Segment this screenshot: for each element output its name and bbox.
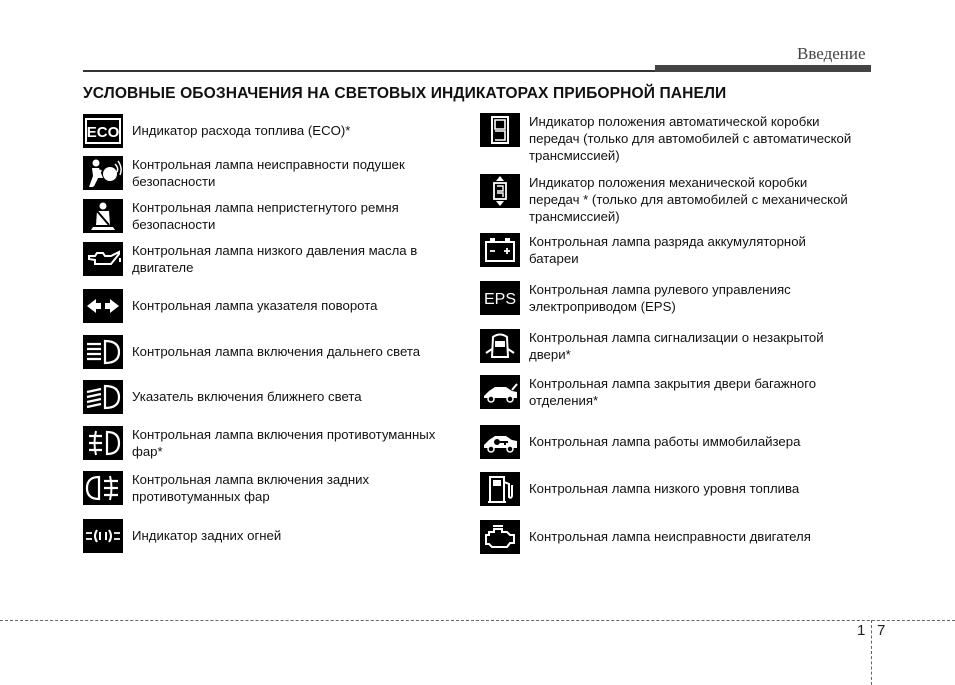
immobilizer-icon [480, 425, 520, 459]
indicator-item-high-beam [83, 335, 462, 369]
indicator-item-battery [480, 233, 874, 267]
section-title: Введение [797, 44, 866, 63]
svg-text:EPS: EPS [483, 291, 517, 308]
indicator-description: Контрольная лампа включения противотуманных фар* [132, 427, 436, 459]
page-heading: УСЛОВНЫЕ ОБОЗНАЧЕНИЯ НА СВЕТОВЫХ ИНДИКАТОРАХ ПРИБОРНОЙ ПАНЕЛИ [83, 85, 727, 102]
indicator-description: Контрольная лампа работы иммобилайзера [529, 434, 801, 449]
indicator-item-rear-fog [83, 471, 462, 505]
front-fog-icon [83, 426, 123, 460]
eps-icon [480, 281, 520, 315]
indicator-description: Контрольная лампа непристегнутого ремня безопасности [132, 200, 399, 232]
indicator-description: Контрольная лампа низкого давления масла в двигателе [132, 243, 418, 275]
indicator-item-tail-lamp [83, 519, 462, 553]
footer-dashed-rule [0, 620, 955, 621]
indicator-description: Контрольная лампа низкого уровня топлива [529, 481, 800, 496]
indicator-item-auto-gear [480, 113, 874, 164]
indicator-description: Индикатор задних огней [132, 528, 282, 543]
eco-icon [83, 114, 123, 148]
page-number-section: 1 [857, 622, 866, 639]
seatbelt-icon [83, 199, 123, 233]
indicator-description: Контрольная лампа включения дальнего света [132, 344, 421, 359]
low-fuel-icon [480, 472, 520, 506]
oil-can-icon [83, 242, 123, 276]
manual-gear-position-icon [480, 174, 520, 208]
indicator-item-low-beam [83, 380, 462, 414]
indicator-description: Контрольная лампа неисправности двигателя [529, 529, 811, 544]
check-engine-icon [480, 520, 520, 554]
tail-lamp-icon [83, 519, 123, 553]
indicator-item-manual-gear [480, 174, 874, 225]
page-number: 7 [877, 622, 886, 639]
indicator-description: Индикатор положения автоматической коробки передач (только для автомобилей с автоматической трансмиссией) [529, 114, 852, 163]
auto-gear-position-icon [480, 113, 520, 147]
indicator-description: Контрольная лампа сигнализации о незакрытой двери* [529, 330, 824, 362]
indicator-description: Контрольная лампа закрытия двери багажного отделения* [529, 376, 817, 408]
indicator-item-front-fog [83, 426, 462, 460]
svg-text:ECO: ECO [86, 124, 120, 141]
indicator-item-oil [83, 242, 462, 276]
indicator-item-immobilizer [480, 425, 874, 459]
header-rule-accent [655, 65, 871, 72]
trunk-open-icon [480, 375, 520, 409]
low-beam-icon [83, 380, 123, 414]
rear-fog-icon [83, 471, 123, 505]
indicator-item-eps [480, 281, 874, 315]
indicator-item-turn-signal [83, 289, 462, 323]
indicator-item-seatbelt [83, 199, 462, 233]
indicator-description: Указатель включения ближнего света [132, 389, 362, 404]
airbag-icon [83, 156, 123, 190]
indicator-item-check-engine [480, 520, 874, 554]
indicator-description: Контрольная лампа неисправности подушек безопасности [132, 157, 405, 189]
door-open-icon [480, 329, 520, 363]
header-rule [83, 70, 655, 72]
indicator-item-door-open [480, 329, 874, 363]
indicator-description: Контрольная лампа рулевого управленияс электроприводом (EPS) [529, 282, 791, 314]
battery-icon [480, 233, 520, 267]
indicator-description: Контрольная лампа разряда аккумуляторной батареи [529, 234, 806, 266]
indicator-item-low-fuel [480, 472, 874, 506]
indicator-item-trunk-open [480, 375, 874, 409]
indicator-description: Контрольная лампа указателя поворота [132, 298, 378, 313]
indicator-description: Индикатор положения механической коробки передач * (только для автомобилей с механической трансмиссией) [529, 175, 848, 224]
indicator-description: Индикатор расхода топлива (ECO)* [132, 123, 351, 138]
indicator-description: Контрольная лампа включения задних противотуманных фар [132, 472, 370, 504]
turn-signal-icon [83, 289, 123, 323]
indicator-item-airbag [83, 156, 462, 190]
high-beam-icon [83, 335, 123, 369]
indicator-item-eco [83, 114, 462, 148]
footer-dashed-divider [871, 620, 872, 685]
